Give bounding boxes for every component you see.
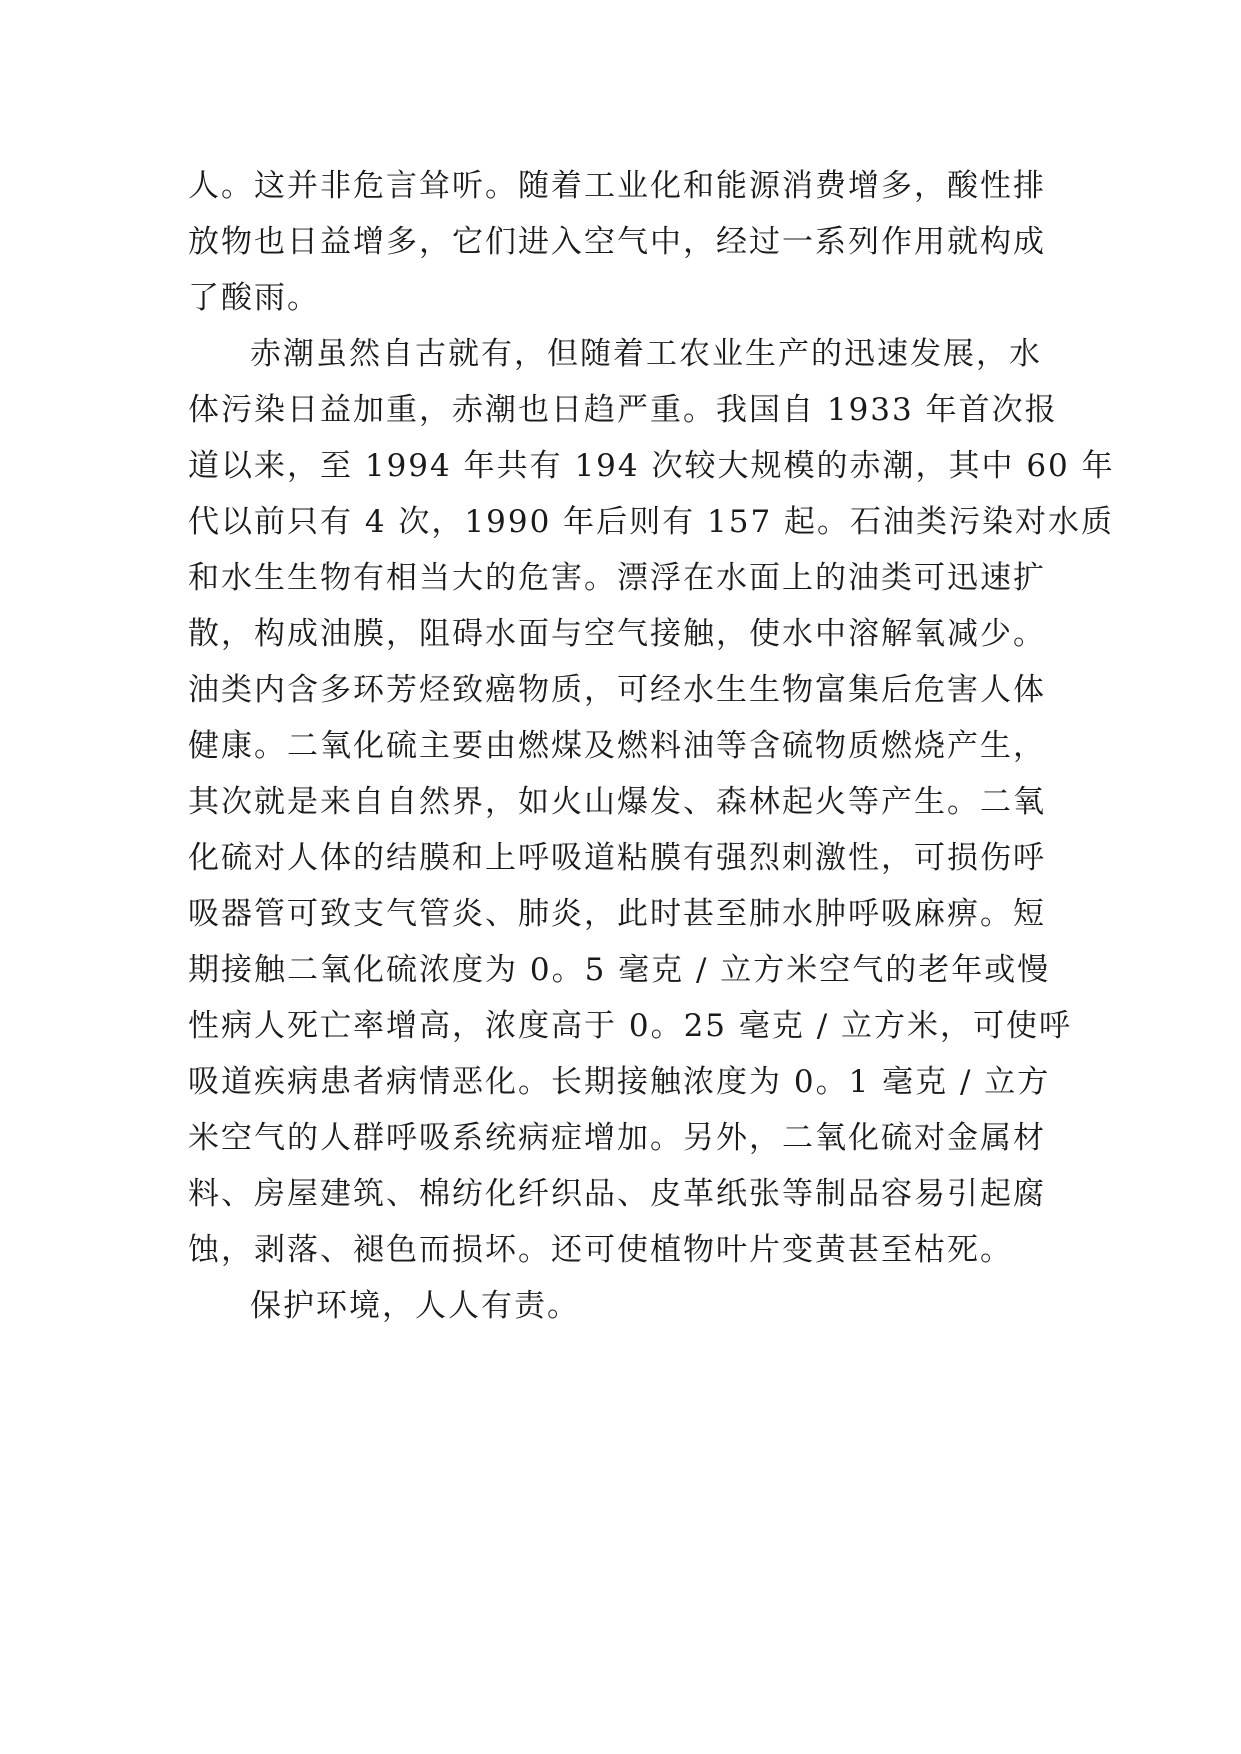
text-line: 了酸雨。 xyxy=(188,280,320,316)
text-line: 放物也日益增多，它们进入空气中，经过一系列作用就构成 xyxy=(188,224,1046,260)
text-line: 代以前只有 4 次，1990 年后则有 157 起。石油类污染对水质 xyxy=(188,504,1115,540)
paragraph-conclusion xyxy=(188,1278,1068,1334)
paragraph-red-tide xyxy=(188,326,1115,1278)
text-line: 赤潮虽然自古就有，但随着工农业生产的迅速发展，水 xyxy=(250,336,1042,372)
text-line: 健康。二氧化硫主要由燃煤及燃料油等含硫物质燃烧产生， xyxy=(188,728,1046,764)
text-line: 体污染日益加重，赤潮也日趋严重。我国自 1933 年首次报 xyxy=(188,392,1058,428)
body-text xyxy=(188,158,1115,1334)
paragraph-acid-rain xyxy=(188,158,1068,326)
text-line: 散，构成油膜，阻碍水面与空气接触，使水中溶解氧减少。 xyxy=(188,616,1046,652)
text-line: 油类内含多环芳烃致癌物质，可经水生生物富集后危害人体 xyxy=(188,672,1046,708)
text-line: 米空气的人群呼吸系统病症增加。另外，二氧化硫对金属材 xyxy=(188,1120,1046,1156)
text-line: 其次就是来自自然界，如火山爆发、森林起火等产生。二氧 xyxy=(188,784,1046,820)
text-line: 道以来，至 1994 年共有 194 次较大规模的赤潮，其中 60 年 xyxy=(188,448,1115,484)
text-line: 吸器管可致支气管炎、肺炎，此时甚至肺水肿呼吸麻痹。短 xyxy=(188,896,1046,932)
text-line: 吸道疾病患者病情恶化。长期接触浓度为 0。1 毫克 / 立方 xyxy=(188,1064,1051,1100)
text-line: 蚀，剥落、褪色而损坏。还可使植物叶片变黄甚至枯死。 xyxy=(188,1232,1013,1268)
text-line: 人。这并非危言耸听。随着工业化和能源消费增多，酸性排 xyxy=(188,168,1046,204)
text-line: 和水生生物有相当大的危害。漂浮在水面上的油类可迅速扩 xyxy=(188,560,1046,596)
text-line: 期接触二氧化硫浓度为 0。5 毫克 / 立方米空气的老年或慢 xyxy=(188,952,1051,988)
text-line: 性病人死亡率增高，浓度高于 0。25 毫克 / 立方米，可使呼 xyxy=(188,1008,1073,1044)
text-line: 保护环境，人人有责。 xyxy=(250,1288,580,1324)
text-line: 料、房屋建筑、棉纺化纤织品、皮革纸张等制品容易引起腐 xyxy=(188,1176,1046,1212)
text-line: 化硫对人体的结膜和上呼吸道粘膜有强烈刺激性，可损伤呼 xyxy=(188,840,1046,876)
